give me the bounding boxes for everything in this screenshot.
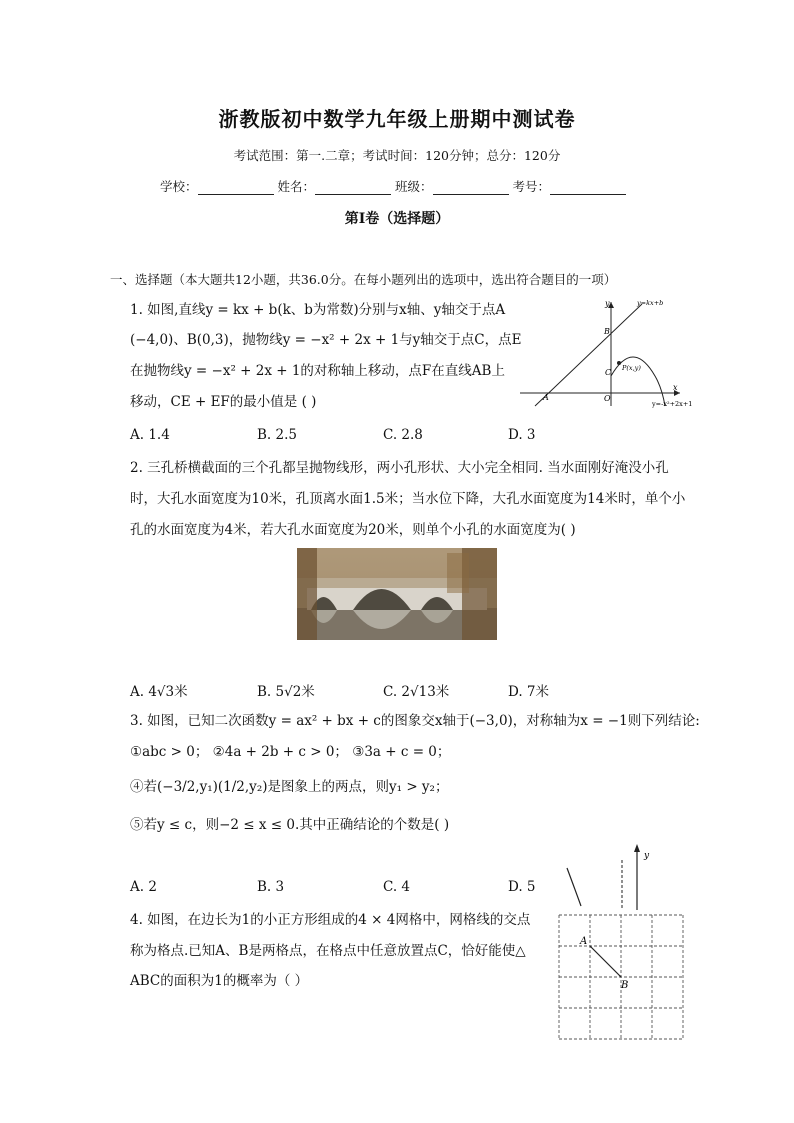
q1-label-o: O xyxy=(604,394,611,403)
q1-option-c[interactable]: C. 2.8 xyxy=(383,427,423,443)
q2-line-1: 2. 三孔桥横截面的三个孔都呈抛物线形，两小孔形状、大小完全相同. 当水面刚好淹没小孔 xyxy=(130,460,669,476)
q3-line-4: ⑤若y ≤ c，则−2 ≤ x ≤ 0.其中正确结论的个数是( ) xyxy=(130,817,450,833)
q1-line-3: 在抛物线y = −x² + 2x + 1的对称轴上移动，点F在直线AB上 xyxy=(130,363,505,379)
q3-option-b[interactable]: B. 3 xyxy=(257,879,285,895)
q1-line-2: (−4,0)、B(0,3)，抛物线y = −x² + 2x + 1与y轴交于点C，点E xyxy=(130,332,522,348)
q1-line-1: 1. 如图,直线y = kx + b(k、b为常数)分别与x轴、y轴交于点A xyxy=(130,302,506,318)
q1-label-y: y xyxy=(605,299,610,308)
q1-label-x: x xyxy=(673,383,678,392)
q3-option-c[interactable]: C. 4 xyxy=(383,879,411,895)
name-label: 姓名： xyxy=(277,179,316,194)
exam-no-blank[interactable] xyxy=(550,181,626,195)
class-blank[interactable] xyxy=(433,181,509,195)
q4-segment-ab xyxy=(590,946,621,977)
q2-line-2: 时，大孔水面宽度为10米，孔顶离水面1.5米；当水位下降，大孔水面宽度为14米时，单个小 xyxy=(130,491,686,507)
bridge-photo xyxy=(297,548,497,640)
q1-point-p xyxy=(617,361,621,365)
q4-label-a: A xyxy=(580,936,588,947)
name-blank[interactable] xyxy=(315,181,391,195)
school-label: 学校： xyxy=(160,179,198,194)
q3-option-d[interactable]: D. 5 xyxy=(508,879,536,895)
q4-line-2: 称为格点.已知A、B是两格点，在格点中任意放置点C，恰好能使△ xyxy=(130,943,526,959)
student-info-row xyxy=(160,177,626,195)
q3-q4-figure xyxy=(555,840,695,1050)
q1-label-b: B xyxy=(604,327,610,336)
q1-label-p: P(x,y) xyxy=(622,364,641,372)
q1-label-parabola: y=-x²+2x+1 xyxy=(652,400,693,408)
q2-line-3: 孔的水面宽度为4米，若大孔水面宽度为20米，则单个小孔的水面宽度为( ) xyxy=(130,522,576,538)
q1-option-d[interactable]: D. 3 xyxy=(508,427,536,443)
q4-label-b: B xyxy=(621,980,629,991)
page-title: 浙教版初中数学九年级上册期中测试卷 xyxy=(218,107,576,131)
q3-line-2: ①abc > 0； ②4a + 2b + c > 0； ③3a + c = 0； xyxy=(130,744,451,760)
q4-line-3: ABC的面积为1的概率为（ ） xyxy=(130,973,309,989)
q3-label-y: y xyxy=(644,851,650,861)
q3-line-3: ④若(−3/2,y₁)(1/2,y₂)是图象上的两点，则y₁ > y₂； xyxy=(130,779,449,795)
q1-option-b[interactable]: B. 2.5 xyxy=(257,427,297,443)
q2-option-d[interactable]: D. 7米 xyxy=(508,684,550,700)
q2-option-a[interactable]: A. 4√3米 xyxy=(130,684,188,700)
q1-option-a[interactable]: A. 1.4 xyxy=(130,427,170,443)
q1-label-line: y=kx+b xyxy=(637,299,664,307)
class-label: 班级： xyxy=(395,179,433,194)
school-blank[interactable] xyxy=(198,181,274,195)
q3-line-1: 3. 如图，已知二次函数y = ax² + bx + c的图象交x轴于(−3,0)，对称轴为x = −1则下列结论: xyxy=(130,713,700,729)
q1-label-c: C xyxy=(605,368,612,377)
q3-option-a[interactable]: A. 2 xyxy=(130,879,157,895)
q1-label-a: A xyxy=(543,393,549,402)
q1-figure xyxy=(515,296,695,410)
q2-option-c[interactable]: C. 2√13米 xyxy=(383,684,450,700)
volume-heading: 第I卷（选择题） xyxy=(344,211,450,227)
q1-line-4: 移动，CE + EF的最小值是 ( ) xyxy=(130,394,317,410)
q1-line-ab xyxy=(535,304,642,406)
q4-line-1: 4. 如图，在边长为1的小正方形组成的4 × 4网格中，网格线的交点 xyxy=(130,912,531,928)
q3-y-arrow xyxy=(634,844,640,852)
exam-no-label: 考号： xyxy=(512,179,551,194)
q3-parabola-fragment xyxy=(567,868,581,906)
q2-option-b[interactable]: B. 5√2米 xyxy=(257,684,315,700)
section-heading: 一、选择题（本大题共12小题，共36.0分。在每小题列出的选项中，选出符合题目的一项） xyxy=(110,272,617,287)
exam-subtitle: 考试范围：第一.二章；考试时间：120分钟；总分：120分 xyxy=(233,148,561,163)
